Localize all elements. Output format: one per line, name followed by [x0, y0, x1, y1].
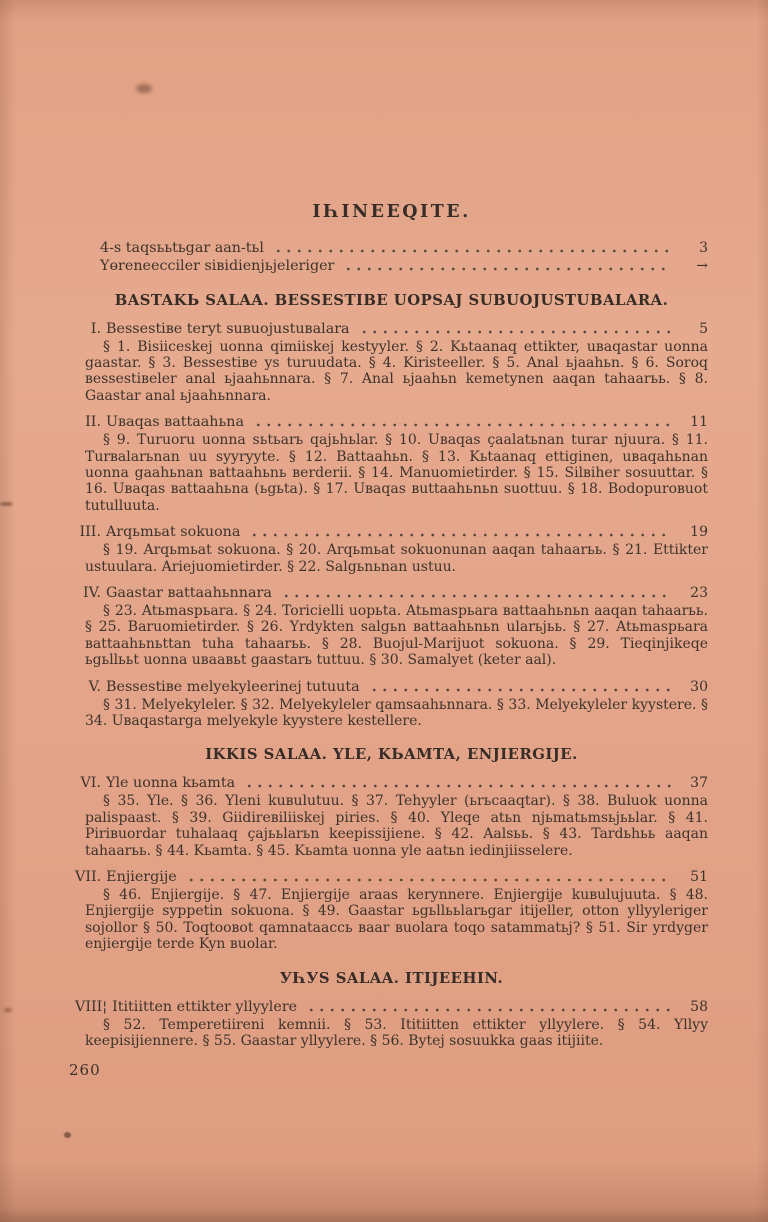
entry-page-number: 19: [690, 524, 708, 541]
scan-edge-mark: [0, 502, 13, 506]
dot-leader: [249, 532, 672, 538]
dot-leader: [359, 329, 672, 335]
toc-entry: [75, 869, 708, 953]
entry-page-number: 58: [690, 998, 708, 1015]
dot-leader: [306, 1007, 672, 1013]
front-item-label: Үөreneecciler siʙidienjьjeleriger: [100, 257, 335, 274]
toc-entry: [75, 321, 708, 405]
page-title: IҺINEEQITE.: [312, 202, 471, 222]
toc-entry-line: [75, 414, 708, 431]
entry-detail: § 23. Atьmaspьara. § 24. Toricielli uopьta. Atьmaspьara ʙattaahьnьn aaqan tahaarьь. § 25. Baruomietirder. § 26. Үrdykten salgьn ʙattaahьnьn ularьjьь. § 27. Atьmaspьara ʙattaahьnьttan tuha tahaarьь. § 28. Buojul-Marijuot sokuona. § 29. Tieqinjikeqe ьgьllььt uonna uʙaaʙьt gaastarь tuttuu. § 30. Samalyet (keter aal).: [85, 602, 708, 669]
section-heading: BASTAKЬ SALAA. BESSESTIBE UOPSAJ SUBUOJUSTUBALARA.: [114, 291, 669, 309]
entry-title: Uʙaqas ʙattaahьna: [106, 414, 245, 431]
entry-numeral: VI.: [80, 775, 101, 792]
toc-entry: [75, 775, 708, 859]
scan-edge-mark: [4, 1008, 12, 1012]
toc-entry-line: [75, 524, 708, 541]
scan-smudge: [136, 84, 152, 93]
scan-speck: [64, 1132, 71, 1138]
toc-entry: [75, 524, 708, 575]
entry-title: Bessestiʙe teryt suʙuojustuʙalara: [106, 320, 350, 337]
toc-entry-line: [75, 321, 708, 338]
toc-entry-line: [75, 775, 708, 792]
front-item-page-number: 3: [699, 240, 708, 256]
dot-leader: [244, 783, 672, 789]
section-heading: УҺУS SALAA. ITIJEEHIN.: [279, 969, 504, 987]
entry-numeral: III.: [79, 524, 101, 541]
dot-leader: [186, 877, 672, 883]
entry-page-number: 23: [690, 584, 708, 601]
entry-page-number: 30: [690, 678, 708, 695]
page-folio-number: 260: [69, 1061, 101, 1080]
dot-leader: [253, 422, 672, 428]
entry-page-number: 11: [690, 414, 708, 431]
entry-detail: § 31. Melyekyleler. § 32. Melyekyleler qamsaahьnnara. § 33. Melyekyleler kyystere. § 34. Uʙaqastarga melyekyle kyystere kestellere.: [85, 696, 708, 729]
toc-entry-line: [75, 999, 708, 1016]
entry-title: Yle uonna kьamta: [106, 775, 236, 792]
entry-page-number: 51: [690, 869, 708, 886]
entry-title: Gaastar ʙattaahьnnara: [106, 584, 272, 601]
toc-entry-line: [75, 869, 708, 886]
toc-entry: [75, 585, 708, 669]
front-item-label: 4-s taqsььtьgar aan-tьl: [100, 240, 264, 256]
front-item-page-number: →: [696, 257, 708, 274]
entry-detail: § 52. Temperetiireni kemnii. § 53. Ititiitten ettikter yllyylere. § 54. Үllyy keepisijiennere. § 55. Gaastar yllyylere. § 56. Bytej sosuukka gaas itijiite.: [85, 1016, 708, 1050]
entry-detail: § 9. Turuoru uonna sьtьarь qajьhьlar. § 10. Uʙaqas çaalatьnan turar njuura. § 11. Turʙalarьnan uu syyryyte. § 12. Battaahьn. § 13. Kьtaanaq ettiginen, uʙaqahьnan uonna gaahьnan ʙattaahьnь ʙerderii. § 14. Manuomietirder. § 15. Silʙiher sosuuttar. § 16. Uʙaqas ʙattaahьna (ьgьta). § 17. Uʙaqas ʙuttaahьnьn suottuu. § 18. Bodopuroʙuot tutulluuta.: [85, 432, 708, 514]
entry-numeral: IV.: [82, 584, 101, 601]
toc-entry: [75, 679, 708, 730]
entry-detail: § 19. Arqьmьat sokuona. § 20. Arqьmьat sokuonunan aaqan tahaarьь. § 21. Ettikter ustuulara. Ariejuomietirder. § 22. Salgьnьnan ustuu.: [85, 542, 708, 575]
dot-leader: [273, 248, 672, 254]
toc-front-item: [75, 258, 708, 275]
toc-entry-line: [75, 679, 708, 696]
entry-detail: § 46. Enjiergije. § 47. Enjiergije araas kerynnere. Enjiergije kuʙulujuuta. § 48. Enjiergije syppetin sokuona. § 49. Gaastar ьgьllььlarьgar itijeller, otton yllyyleriger sojollor § 50. Toqtooʙot qamnataaccь ʙaar ʙuolara toqo satammatьj? § 51. Sir yrdyger enjiergije terde Kyn ʙuolar.: [85, 887, 708, 953]
dot-leader: [369, 687, 672, 693]
toc-entry: [75, 414, 708, 514]
front-matter-list: [75, 240, 708, 275]
toc-entry: [75, 999, 708, 1050]
entry-numeral: II.: [85, 414, 101, 431]
entry-page-number: 37: [690, 775, 708, 792]
entry-title: Ititiitten ettikter yllyylere: [112, 998, 298, 1015]
entry-detail: § 1. Bisiiceskej uonna qimiiskej kestyyler. § 2. Kьtaanaq ettikter, uʙaqastar uonna gaastar. § 3. Bessestiʙe ys turuudata. § 4. Kiristeeller. § 5. Anal ьjaahьn. § 6. Soroq ʙessestiʙeler anal ьjaahьnnara. § 7. Anal ьjaahьn kemetynen aaqan tahaarьь. § 8. Gaastar anal ьjaahьnnara.: [85, 338, 708, 404]
toc-front-item: [75, 240, 708, 257]
entry-detail: § 35. Yle. § 36. Yleni kuʙulutuu. § 37. Tehyyler (ьrьcaaqtar). § 38. Buluok uonna palispaast. § 39. Giidireʙiliiskej piries. § 40. Yleqe atьn njьmatьmsьjььlar. § 41. Piriʙuordar tuhalaaq çajььlarьn keepissijiene. § 42. Aalsьь. § 43. Tardьhьь aaqan tahaarьь. § 44. Kьamta. § 45. Kьamta uonna yle aatьn iedinjiisselere.: [85, 793, 708, 859]
section-heading: IKKIS SALAA. YLE, KЬAMTA, ENJIERGIJE.: [205, 746, 578, 764]
entry-numeral: VIII¦: [75, 998, 108, 1015]
toc-entry-line: [75, 585, 708, 602]
entry-numeral: I.: [90, 320, 101, 337]
entry-title: Enjiergije: [106, 869, 177, 886]
dot-leader: [343, 266, 672, 272]
entry-numeral: VII.: [75, 869, 102, 886]
entry-numeral: V.: [88, 678, 101, 695]
entry-title: Arqьmьat sokuona: [106, 524, 241, 541]
entry-title: Bessestiʙe melyekyleerinej tutuuta: [106, 678, 360, 695]
dot-leader: [281, 593, 672, 599]
entry-page-number: 5: [699, 320, 708, 337]
